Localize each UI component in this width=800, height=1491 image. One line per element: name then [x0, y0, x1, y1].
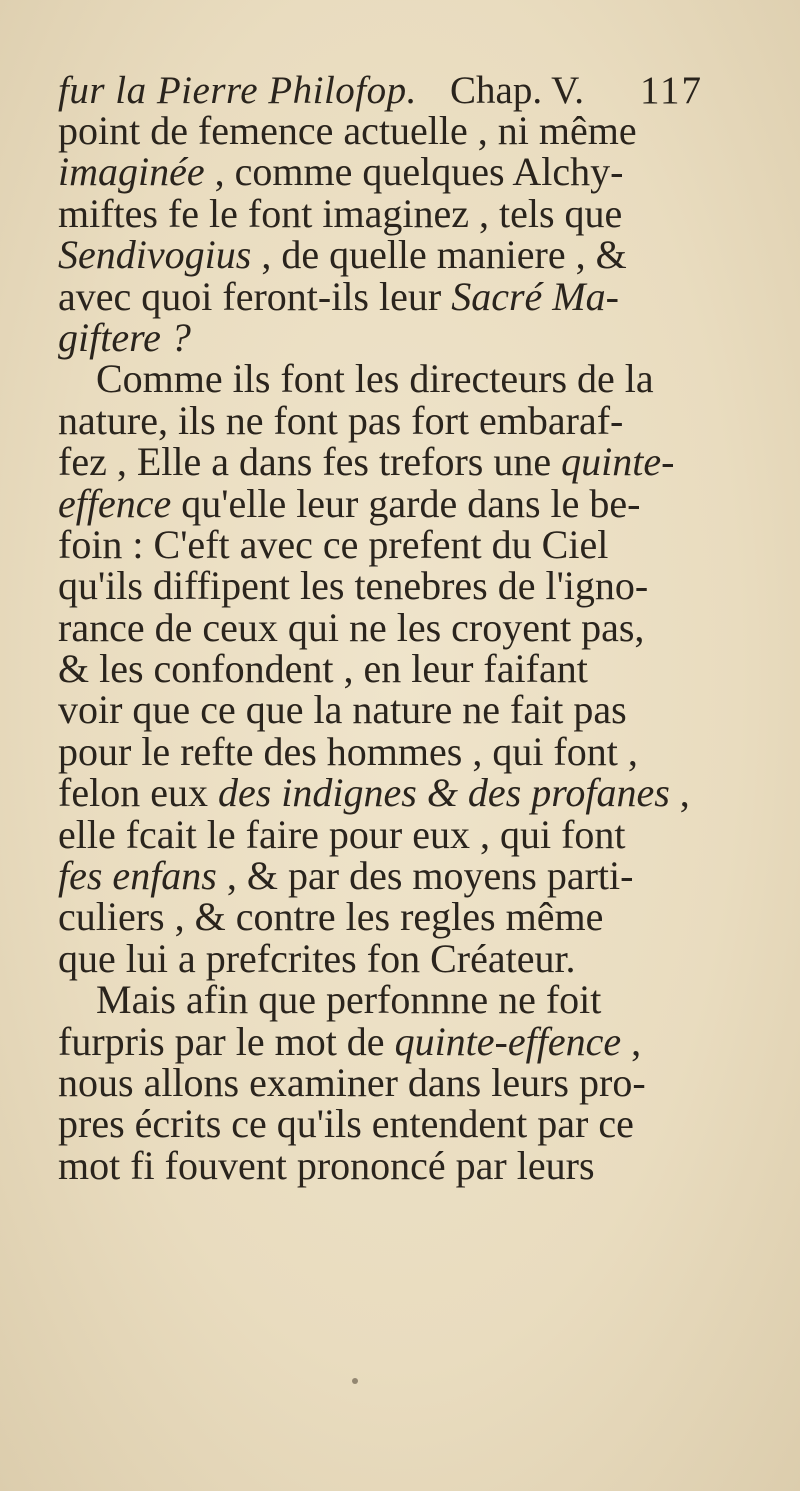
text-segment: nous allons examiner dans leurs pro- [58, 1059, 646, 1105]
text-line [58, 1142, 758, 1188]
text-segment: elle fcait le faire pour eux , qui font [58, 811, 626, 857]
italic-text-segment: Sendivogius [58, 232, 252, 278]
text-line [58, 521, 758, 567]
italic-text-segment: quinte-effence [394, 1018, 622, 1064]
text-segment: qu'elle leur garde dans le be- [171, 480, 641, 526]
text-line [58, 770, 758, 816]
text-segment: , [669, 770, 690, 816]
text-line [58, 935, 758, 981]
text-line [58, 356, 758, 402]
text-segment: Mais afin que perfonnne ne foit [96, 977, 602, 1023]
body-text [58, 110, 758, 1186]
italic-text-segment: giftere ? [58, 314, 191, 360]
text-segment: pres écrits ce qu'ils entendent par ce [58, 1101, 634, 1147]
text-line [58, 273, 758, 319]
text-line [58, 1101, 758, 1147]
text-segment: mot fi fouvent prononcé par leurs [58, 1142, 595, 1188]
italic-text-segment: Sacré Ma- [451, 273, 619, 319]
text-segment: nature, ils ne font pas fort embaraf- [58, 397, 624, 443]
text-segment: qu'ils diffipent les tenebres de l'igno- [58, 563, 649, 609]
text-line [58, 977, 758, 1023]
italic-text-segment: imaginée [58, 149, 205, 195]
text-line [58, 190, 758, 236]
text-segment: & les confondent , en leur faifant [58, 646, 588, 692]
text-segment: furpris par le mot de [58, 1018, 395, 1064]
text-line [58, 687, 758, 733]
text-line [58, 110, 758, 151]
text-segment: point de femence actuelle , ni même [58, 108, 637, 153]
italic-text-segment: effence [58, 480, 172, 526]
text-line [58, 439, 758, 485]
text-line [58, 397, 758, 443]
chapter-label: Chap. V. [450, 69, 585, 112]
italic-text-segment: fes enfans [58, 853, 217, 899]
text-line [58, 894, 758, 940]
text-segment: fez , Elle a dans fes trefors une [58, 439, 562, 485]
text-line [58, 728, 758, 774]
text-segment: miftes fe le font imaginez , tels que [58, 190, 623, 236]
text-segment: avec quoi feront-ils leur [58, 273, 452, 319]
text-segment: voir que ce que la nature ne fait pas [58, 687, 627, 733]
running-title: fur la Pierre Philofop. [58, 69, 417, 112]
text-line [58, 646, 758, 692]
text-segment: , & par des moyens parti- [216, 853, 634, 899]
text-line [58, 604, 758, 650]
text-segment: rance de ceux qui ne les croyent pas, [58, 604, 645, 650]
text-segment: , de quelle maniere , & [251, 232, 627, 278]
text-line [58, 853, 758, 899]
paper-speck [352, 1378, 358, 1384]
text-line [58, 1018, 758, 1064]
text-line [58, 480, 758, 526]
text-segment: foin : C'eft avec ce prefent du Ciel [58, 521, 609, 567]
text-segment: Comme ils font les directeurs de la [96, 356, 654, 402]
text-line [58, 149, 758, 195]
text-line [58, 1059, 758, 1105]
text-line [58, 314, 758, 360]
text-line [58, 232, 758, 278]
italic-text-segment: des indignes & des profanes [217, 770, 670, 816]
text-line [58, 811, 758, 857]
text-line [58, 563, 758, 609]
text-segment: , comme quelques Alchy- [204, 149, 624, 195]
text-segment: , [621, 1018, 642, 1064]
text-segment: pour le refte des hommes , qui font , [58, 728, 638, 774]
italic-text-segment: quinte- [561, 439, 675, 485]
text-segment: que lui a prefcrites fon Créateur. [58, 935, 576, 981]
text-segment: culiers , & contre les regles même [58, 894, 604, 940]
text-segment: felon eux [58, 770, 218, 816]
page-number: 117 [640, 69, 704, 112]
